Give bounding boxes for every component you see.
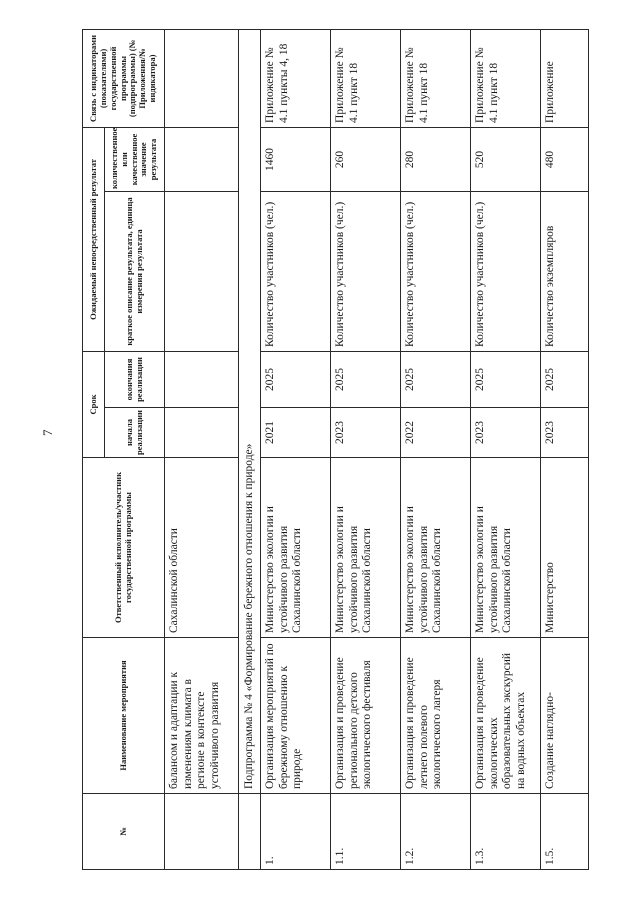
cell-description: Количество участников (чел.) [471,191,541,351]
cell-value: 520 [471,127,541,191]
cell-value: 280 [401,127,471,191]
header-no: № [83,794,165,870]
cell-end: 2025 [401,351,471,407]
table-row [261,29,331,869]
header-value: количественное или качественное значение результата [105,127,165,191]
activities-table [82,29,589,870]
cell-description: Количество участников (чел.) [331,191,401,351]
subprogram-title: Подпрограмма № 4 «Формирование бережного отношения к природе» [239,29,261,793]
cell-end: 2025 [541,351,589,407]
cell-name: Организация мероприятий по бережному отношению к природе [261,638,331,794]
cell-start: 2022 [401,408,471,458]
header-term: Срок [83,351,105,457]
cell-responsible: Министерство экологии и устойчивого развития Сахалинской области [261,458,331,638]
table-row [331,29,401,869]
header-responsible: Ответственный исполнитель/участник государственной программы [83,458,165,638]
cell-value: 480 [541,127,589,191]
cell-end: 2025 [331,351,401,407]
cell-name: Организация и проведение летнего полевого экологического лагеря [401,638,471,794]
table-row [471,29,541,869]
cell-description: Количество участников (чел.) [401,191,471,351]
cell-description: Количество экземпляров [541,191,589,351]
header-description: краткое описание результата, единица измерения результата [105,191,165,351]
continuation-row [165,29,239,869]
cell-link: Приложение № 4.1 пункт 18 [331,29,401,127]
cell-no: 1. [261,794,331,870]
cell-description: Количество участников (чел.) [261,191,331,351]
cell-name: балансом и адаптации к изменениям климата в регионе в контексте устойчивого развития [165,638,239,794]
cell-name: Организация и проведение регионального детского экологического фестиваля [331,638,401,794]
cell-responsible: Министерство экологии и устойчивого развития Сахалинской области [471,458,541,638]
cell-link: Приложение [541,29,589,127]
cell-no: 1.3. [471,794,541,870]
cell-name: Создание наглядно- [541,638,589,794]
cell-no: 1.5. [541,794,589,870]
cell-start: 2023 [541,408,589,458]
page-number: 7 [40,429,55,436]
header-start: начала реализации [105,408,165,458]
cell-responsible: Министерство [541,458,589,638]
subprogram-row [239,29,261,869]
activities-table-container [82,30,588,870]
cell-link: Приложение № 4.1 пункт 18 [471,29,541,127]
cell-responsible: Министерство экологии и устойчивого развития Сахалинской области [401,458,471,638]
cell-link: Приложение № 4.1 пункты 4, 18 [261,29,331,127]
header-end: окончания реализации [105,351,165,407]
header-link: Связь с индикаторами (показателями) государственной программы (подпрограммы) (№ Приложения/№ индикатора) [83,29,165,127]
table-row [541,29,589,869]
cell-no [165,794,239,870]
cell-value: 1460 [261,127,331,191]
cell-end: 2025 [261,351,331,407]
cell-link: Приложение № 4.1 пункт 18 [401,29,471,127]
cell-value: 260 [331,127,401,191]
table-row [401,29,471,869]
cell-start: 2023 [471,408,541,458]
cell-start: 2023 [331,408,401,458]
cell-end: 2025 [471,351,541,407]
cell-no: 1.1. [331,794,401,870]
cell-name: Организация и проведение экологических образовательных экскурсий на водных объектах [471,638,541,794]
cell-responsible: Сахалинской области [165,458,239,638]
cell-responsible: Министерство экологии и устойчивого развития Сахалинской области [331,458,401,638]
header-name: Наименование мероприятия [83,638,165,794]
header-expected: Ожидаемый непосредственный результат [83,127,105,351]
cell-start: 2021 [261,408,331,458]
cell-no: 1.2. [401,794,471,870]
